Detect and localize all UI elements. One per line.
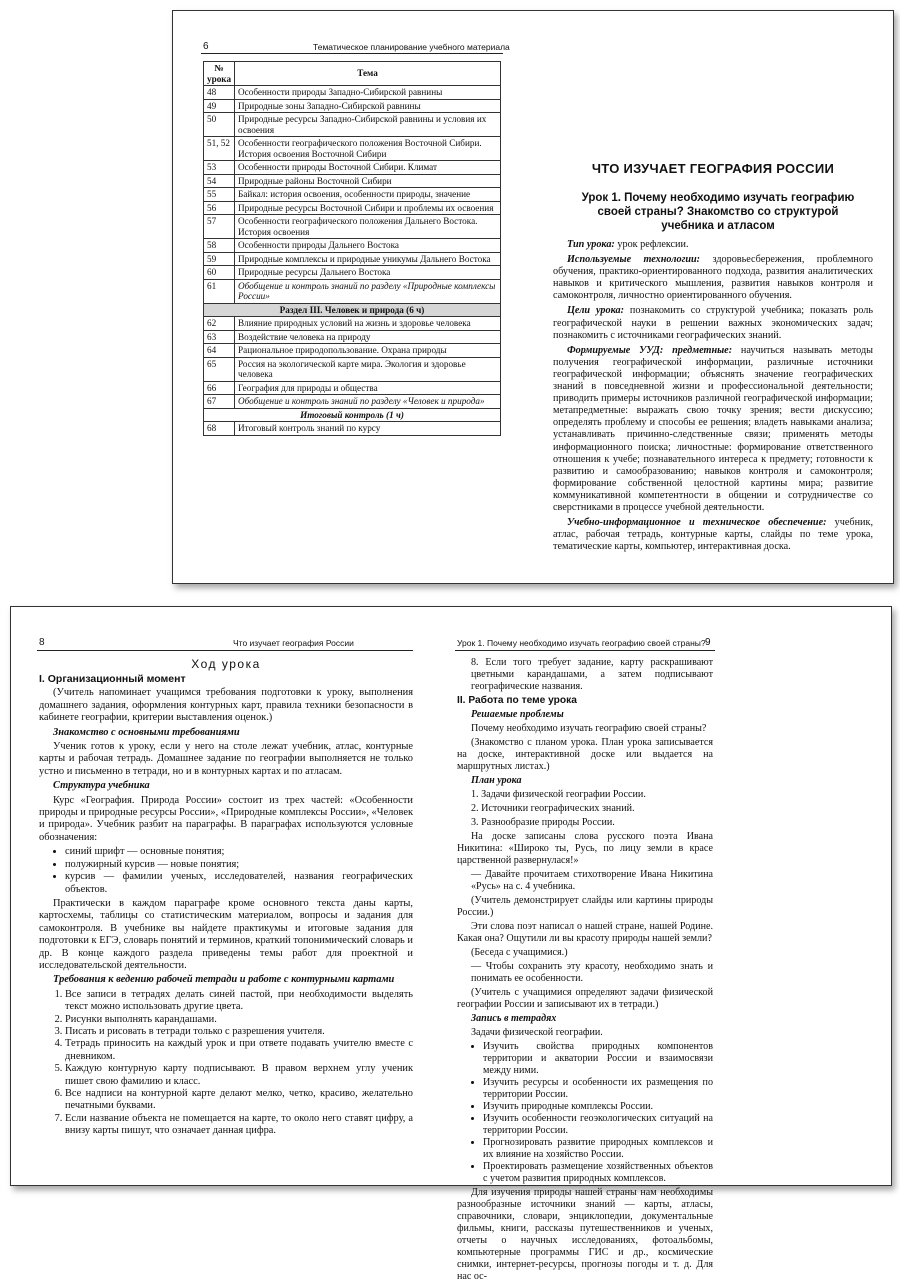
table-row — [204, 188, 501, 202]
lesson-info-paragraph — [553, 239, 873, 251]
heading-work: II. Работа по теме урока — [457, 695, 577, 706]
lesson-topic-cell: Рациональное природопользование. Охрана природы — [235, 344, 501, 358]
lesson-topic-cell: Особенности географического положения Дальнего Востока. История освоения — [235, 215, 501, 239]
page-6 — [173, 11, 533, 583]
lesson-number-cell: 57 — [204, 215, 235, 239]
lesson-topic-cell: Природные ресурсы Дальнего Востока — [235, 266, 501, 280]
numbered-item: 3. Писать и рисовать в тетради только с разрешения учителя. — [65, 1026, 413, 1038]
paragraph: (Учитель демонстрирует слайды или картины природы России.) — [457, 895, 713, 918]
top-page-spread — [172, 10, 894, 584]
table-row — [204, 99, 501, 113]
lesson-number-cell: 48 — [204, 86, 235, 100]
paragraph-text: научиться называть методы получения географической информации, различные источники географической информации; объяснять значение географических знаний в повседневной жизни и профессиональной деятельности; приводить примеры источников различной географической информации; метапредметные: выражать свою точку зрения; вести дискуссию; определять проблему и способы ее решения; владеть навыками анализа; устанавливать причинно-следственные связи; применять методы информационного поиска; личностные: формирование ответственного отношения к учебе; познавательного интереса к предмету; готовности к развитию и самообразованию; навыков контроля и самоконтроля; формирование собственной целостной картины мира; развитие коммуникативной компетентности в общении и сотрудничестве со сверстниками в процессе учебной деятельности. — [553, 344, 873, 513]
paragraph: Практически в каждом параграфе кроме основного текста даны карты, картосхемы, таблицы со статистическим материалом, вопросы и задания для самоконтроля. В учебнике вы найдете практикумы и итоговые задания для подготовки к ЕГЭ, словарь понятий и терминов, краткий топонимический словарь и др. В конце каждого раздела приведены темы работ для проектной и исследовательской деятельности. — [39, 897, 413, 971]
paragraph: (Беседа с учащимися.) — [471, 947, 568, 958]
bullet-item: • курсив — фамилии ученых, исследователей, названия географических объектов. — [65, 871, 413, 896]
table-row — [204, 215, 501, 239]
bullet-item: • полужирный курсив — новые понятия; — [65, 859, 413, 871]
table-row — [204, 252, 501, 266]
paragraph: Ученик готов к уроку, если у него на столе лежат учебник, атлас, контурные карты и рабочая тетрадь. Домашнее задание по географии выполняется не только устно и письменно в тетради, но и в контурных картах и по атласам. — [39, 741, 413, 777]
numbered-item: 2. Рисунки выполнять карандашами. — [65, 1014, 413, 1026]
table-row — [204, 422, 501, 436]
lesson-number-cell: 53 — [204, 161, 235, 175]
plan-item: 1. Задачи физической географии России. — [471, 789, 646, 800]
chapter-title: ЧТО ИЗУЧАЕТ ГЕОГРАФИЯ РОССИИ — [591, 161, 835, 176]
plan-list — [457, 789, 713, 829]
running-head: Урок 1. Почему необходимо изучать географию своей страны? — [457, 638, 706, 648]
lesson-topic-cell: Природные комплексы и природные уникумы Дальнего Востока — [235, 252, 501, 266]
numbered-item: 7. Если название объекта не помещается на карте, то около него ставят цифру, а внизу карты пишут, что означает данная цифра. — [65, 1113, 413, 1138]
paragraph: Для изучения природы нашей страны нам необходимы разнообразные источники знаний — карты, атласы, справочники, словари, энциклопедии, документальные фильмы, книги, рассказы путешественников и ученых, отчеты о научных исследованиях, фотоальбомы, компьютерные программы ГИС и др., космические снимки, интернет-ресурсы, прогнозы погоды и т. д. Для нас ос- — [457, 1187, 713, 1282]
lesson-topic-cell: Воздействие человека на природу — [235, 330, 501, 344]
lesson-number-cell: 54 — [204, 174, 235, 188]
lesson-topic-cell: Итоговый контроль знаний по курсу — [235, 422, 501, 436]
lesson-topic-cell: Россия на экологической карте мира. Экология и здоровье человека — [235, 357, 501, 381]
numbered-item: 5. Каждую контурную карту подписывают. В правом верхнем углу ученик пишет свою фамилию и класс. — [65, 1063, 413, 1088]
subheading: Структура учебника — [53, 780, 150, 792]
lesson-topic-cell: Влияние природных условий на жизнь и здоровье человека — [235, 317, 501, 331]
page-7 — [533, 11, 893, 583]
lesson-topic-cell: Обобщение и контроль знаний по разделу «Человек и природа» — [235, 395, 501, 409]
page-number: 8 — [39, 637, 45, 648]
subheading: Запись в тетрадях — [471, 1013, 557, 1024]
header-rule — [455, 650, 715, 651]
bullet-item: • синий шрифт — основные понятия; — [65, 846, 413, 858]
bullet-item: • Изучить ресурсы и особенности их размещения по территории России. — [483, 1077, 713, 1101]
paragraph: (Учитель напоминает учащимся требования подготовки к уроку, выполнения домашнего задания, оформления контурных карт, правила техники безопасности в кабинете географии, критерии выставления оценок.) — [39, 687, 413, 724]
page-number: 6 — [203, 41, 209, 52]
lesson-number-cell: 50 — [204, 113, 235, 137]
table-row — [204, 161, 501, 175]
lesson-topic-cell: Особенности природы Дальнего Востока — [235, 239, 501, 253]
paragraph-label: Цели урока: — [567, 305, 624, 317]
bullet-item: • Изучить особенности геоэкологических ситуаций на территории России. — [483, 1113, 713, 1137]
lesson-number-cell: 60 — [204, 266, 235, 280]
paragraph-text: учебник, атлас, рабочая тетрадь, контурные карты, слайды по теме урока, тематические карты, компьютер, интерактивная доска. — [553, 517, 873, 553]
lesson-number-cell: 51, 52 — [204, 137, 235, 161]
page-8 — [11, 607, 441, 1185]
table-row — [204, 137, 501, 161]
lesson-number-cell: 58 — [204, 239, 235, 253]
lesson-number-cell: 56 — [204, 201, 235, 215]
left-column-text — [39, 673, 413, 1140]
lesson-number-cell: 63 — [204, 330, 235, 344]
lesson-number-cell: 67 — [204, 395, 235, 409]
lesson-number-cell: 49 — [204, 99, 235, 113]
lesson-topic-cell: Особенности природы Восточной Сибири. Климат — [235, 161, 501, 175]
page-9 — [451, 607, 891, 1282]
lesson-info-paragraph — [553, 305, 873, 341]
table-row — [204, 266, 501, 280]
table-row — [204, 174, 501, 188]
lesson-topic-cell: Природные зоны Западно-Сибирской равнины — [235, 99, 501, 113]
table-row — [204, 330, 501, 344]
paragraph: Задачи физической географии. — [471, 1027, 603, 1038]
bullet-list — [457, 1041, 713, 1185]
bullet-item: • Изучить свойства природных компонентов территории и акватории России и взаимосвязи между ними. — [483, 1041, 713, 1077]
column-header-topic: Тема — [235, 62, 501, 86]
table-row — [204, 381, 501, 395]
paragraph: Курс «География. Природа России» состоит из трех частей: «Особенности природы и природные ресурсы России», «Природные комплексы России», «Человек и природа». Учебник разбит на параграфы. В параграфах используются условные обозначения: — [39, 794, 413, 843]
lesson-number-cell: 66 — [204, 381, 235, 395]
running-head: Что изучает география России — [233, 638, 354, 648]
running-head: Тематическое планирование учебного материала — [313, 42, 510, 52]
numbered-list — [39, 989, 413, 1138]
subheading: Знакомство с основными требованиями — [53, 726, 240, 738]
bottom-page-spread — [10, 606, 892, 1282]
table-row — [204, 239, 501, 253]
lesson-info-paragraph — [553, 345, 873, 514]
lesson-number-cell: 59 — [204, 252, 235, 266]
paragraph: (Учитель с учащимися определяют задачи физической географии России и записывают их в тетради.) — [457, 987, 713, 1010]
table-row — [204, 395, 501, 409]
table-row — [204, 113, 501, 137]
paragraph-label: Тип урока: — [567, 239, 615, 250]
paragraph: (Знакомство с планом урока. План урока записывается на доске, интерактивной доске или выдается на маршрутных листах.) — [457, 737, 713, 772]
list-item: 8. Если того требует задание, карту раскрашивают цветными карандашами, а затем подписывают географические названия. — [471, 657, 713, 692]
table-row — [204, 279, 501, 303]
dialogue-line: — Давайте прочитаем стихотворение Ивана Никитина «Русь» на с. 4 учебника. — [471, 869, 713, 892]
lesson-number-cell: 64 — [204, 344, 235, 358]
lesson-topic-cell: Природные районы Восточной Сибири — [235, 174, 501, 188]
table-row — [204, 344, 501, 358]
right-column-text — [457, 657, 713, 1285]
lesson-topic-cell: Байкал: история освоения, особенности природы, значение — [235, 188, 501, 202]
table-row — [204, 357, 501, 381]
heading-organizational: I. Организационный момент — [39, 673, 186, 685]
subheading: Требования к ведению рабочей тетради и работе с контурными картами — [53, 974, 395, 986]
lesson-topic-cell: География для природы и общества — [235, 381, 501, 395]
lesson-number-cell: 62 — [204, 317, 235, 331]
subheading: План урока — [471, 775, 522, 786]
table-row — [204, 303, 501, 317]
paragraph-label: Формируемые УУД: предметные: — [567, 344, 733, 356]
lesson-topic-cell: Природные ресурсы Восточной Сибири и проблемы их освоения — [235, 201, 501, 215]
subsection-row-title: Итоговый контроль (1 ч) — [204, 408, 501, 422]
column-header-number: № урока — [204, 62, 235, 86]
bullet-item: • Прогнозировать развитие природных комплексов и их влияние на хозяйство России. — [483, 1137, 713, 1161]
header-rule — [37, 650, 413, 651]
table-row — [204, 408, 501, 422]
table-row — [204, 317, 501, 331]
table-body — [204, 86, 501, 436]
paragraph-text: здоровьесбережения, проблемного обучения, практико-ориентированного подхода, развития аналитических навыков и критического мышления, развития навыков контроля и самоконтроля, личностно ориентированного обучения. — [553, 254, 873, 302]
table-row — [204, 86, 501, 100]
paragraph-text: познакомить со структурой учебника; показать роль географической науки в решении важных экономических задач; познакомить с источниками географических знаний. — [553, 305, 873, 341]
plan-item: 2. Источники географических знаний. — [471, 803, 635, 814]
numbered-item: 6. Все надписи на контурной карте делают мелко, четко, красиво, желательно печатными буквами. — [65, 1088, 413, 1113]
paragraph: На доске записаны слова русского поэта Ивана Никитина: «Широко ты, Русь, по лицу земли в красе царственной развернулася!» — [457, 831, 713, 866]
paragraph: Почему необходимо изучать географию своей страны? — [471, 723, 707, 734]
header-rule — [201, 53, 503, 54]
table-row — [204, 201, 501, 215]
lesson-topic-cell: Обобщение и контроль знаний по разделу «Природные комплексы России» — [235, 279, 501, 303]
section-row-title: Раздел III. Человек и природа (6 ч) — [204, 303, 501, 317]
paragraph: Эти слова поэт написал о нашей стране, нашей Родине. Какая она? Ощутили ли вы красоту природы нашей земли? — [457, 921, 713, 944]
section-title: Ход урока — [191, 657, 261, 671]
paragraph-label: Используемые технологии: — [567, 254, 701, 266]
lesson-number-cell: 68 — [204, 422, 235, 436]
lesson-topic-cell: Особенности природы Западно-Сибирской равнины — [235, 86, 501, 100]
dialogue-line: — Чтобы сохранить эту красоту, необходимо знать и понимать ее особенности. — [471, 961, 713, 984]
page-number: 9 — [705, 637, 711, 648]
lesson-description — [553, 239, 873, 556]
lesson-plan-table — [203, 61, 501, 436]
paragraph-label: Учебно-информационное и техническое обеспечение: — [567, 517, 827, 529]
bullet-list — [39, 846, 413, 896]
table-header-row — [204, 62, 501, 86]
lesson-number-cell: 65 — [204, 357, 235, 381]
lesson-topic-cell: Особенности географического положения Восточной Сибири. История освоения Восточной Сибири — [235, 137, 501, 161]
lesson-topic-cell: Природные ресурсы Западно-Сибирской равнины и условия их освоения — [235, 113, 501, 137]
lesson-number-cell: 61 — [204, 279, 235, 303]
lesson-number-cell: 55 — [204, 188, 235, 202]
numbered-item: 1. Все записи в тетрадях делать синей пастой, при необходимости выделять текст можно использовать другие цвета. — [65, 989, 413, 1014]
subheading: Решаемые проблемы — [471, 709, 564, 720]
bullet-item: • Изучить природные комплексы России. — [483, 1101, 713, 1113]
bullet-item: • Проектировать размещение хозяйственных объектов с учетом развития природных комплексов. — [483, 1161, 713, 1185]
lesson-title: Урок 1. Почему необходимо изучать географию своей страны? Знакомство со структурой учебника и атласом — [581, 192, 855, 232]
lesson-info-paragraph — [553, 517, 873, 553]
plan-item: 3. Разнообразие природы России. — [471, 817, 615, 828]
lesson-info-paragraph — [553, 254, 873, 302]
paragraph-text: урок рефлексии. — [614, 239, 689, 250]
numbered-item: 4. Тетрадь приносить на каждый урок и при ответе подавать учителю вместе с дневником. — [65, 1038, 413, 1063]
